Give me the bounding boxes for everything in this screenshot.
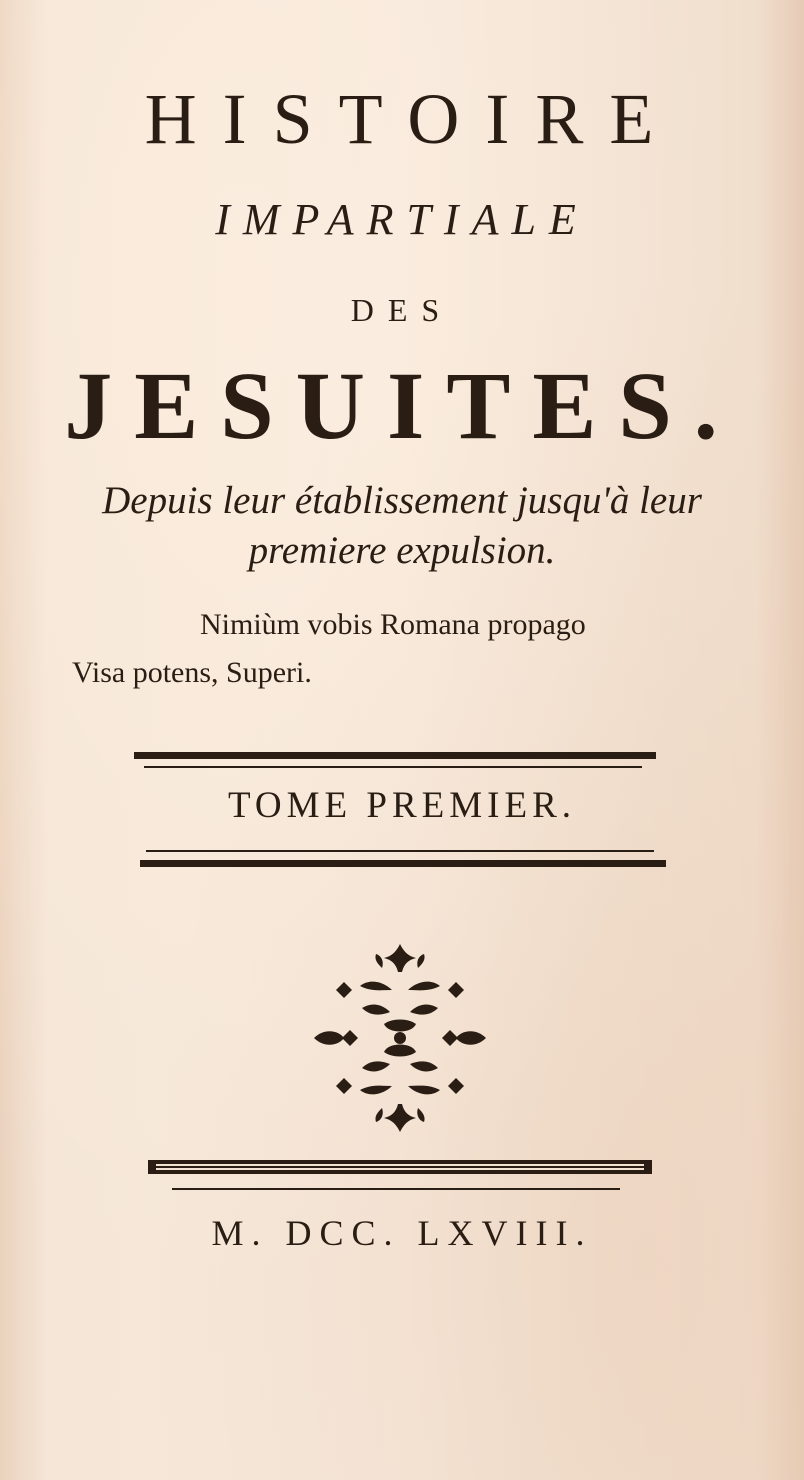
title-line-histoire: HISTOIRE	[144, 79, 680, 159]
subtitle-line-2: premiere expulsion.	[248, 529, 556, 572]
volume-label: TOME PREMIER.	[227, 785, 576, 826]
subtitle-line-1: Depuis leur établissement jusqu'à leur	[102, 479, 702, 522]
epigraph-line-2: Visa potens, Superi.	[72, 656, 312, 689]
publication-date: M. DCC. LXVIII.	[211, 1213, 593, 1253]
epigraph-line-1: Nimiùm vobis Romana propago	[200, 608, 586, 641]
bottom-double-rule	[140, 846, 668, 872]
top-double-rule	[134, 748, 660, 776]
printers-fleuron-ornament-icon	[300, 938, 500, 1138]
title-line-impartiale: IMPARTIALE	[215, 195, 589, 244]
title-line-jesuites: JESUITES.	[64, 352, 740, 459]
title-line-des: DES	[350, 292, 454, 328]
ornamental-band-rule	[148, 1158, 658, 1198]
